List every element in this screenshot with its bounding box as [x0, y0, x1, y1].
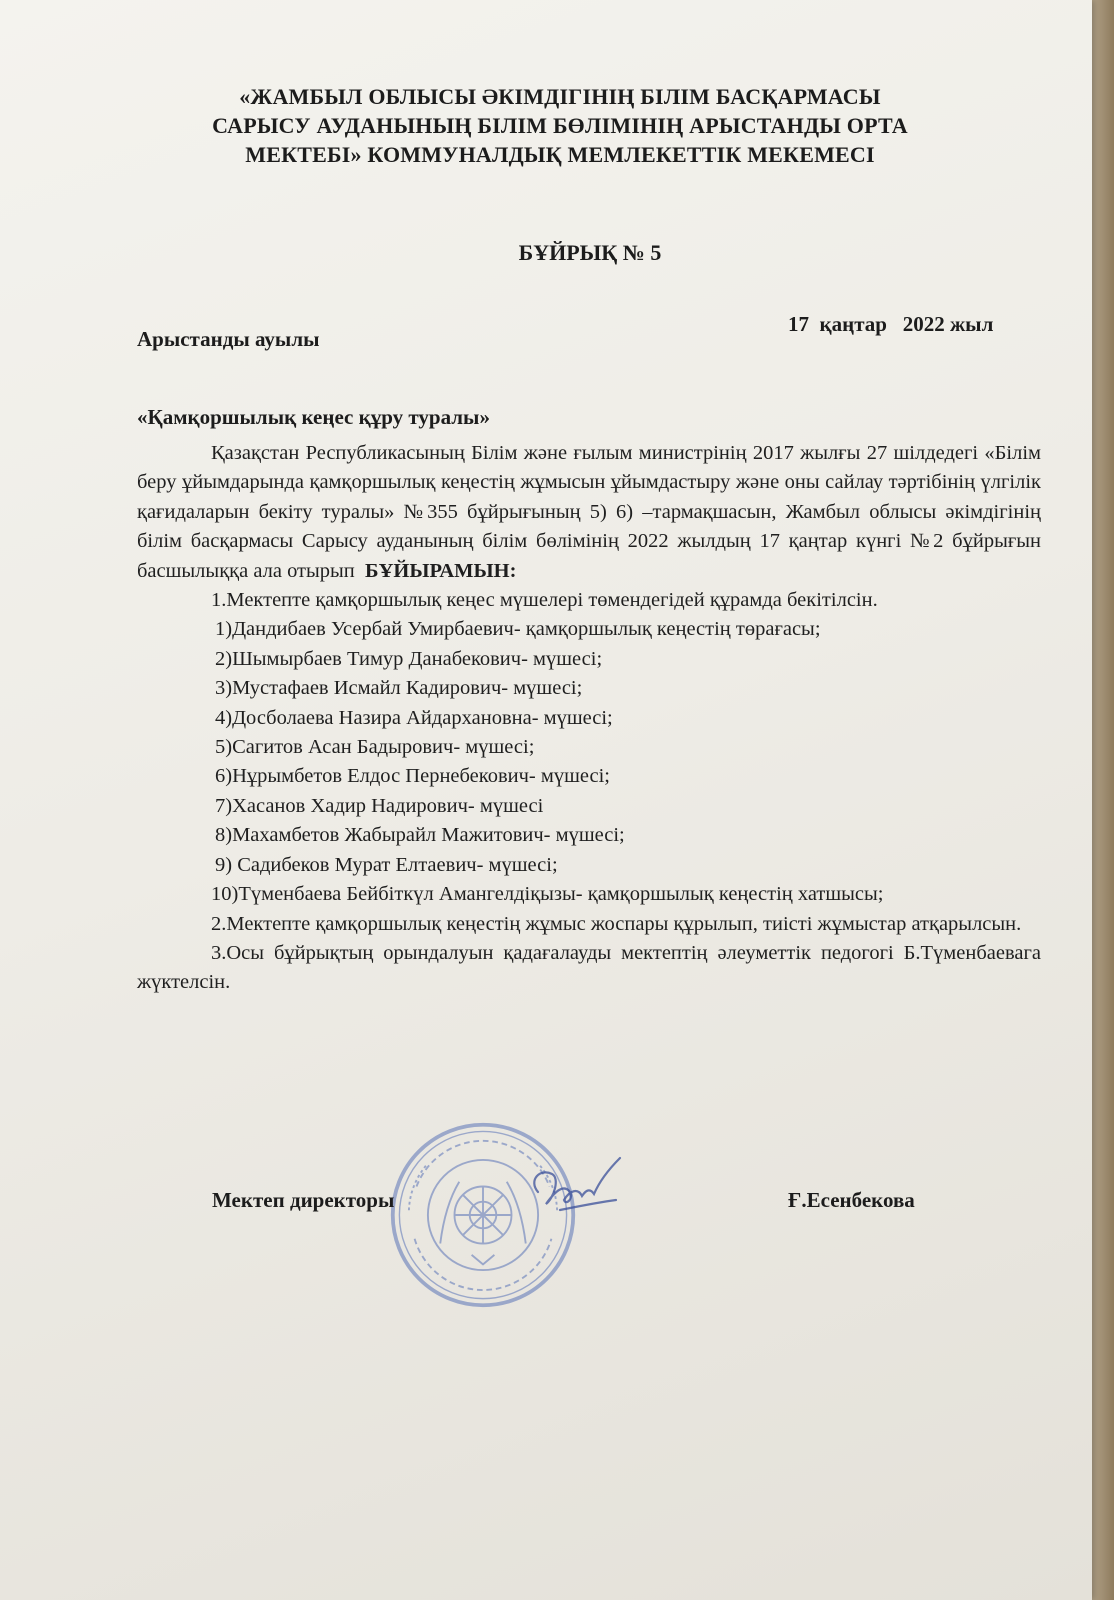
- organization-header: [140, 82, 980, 169]
- member-item: 9) Садибеков Мурат Елтаевич- мүшесі;: [215, 853, 558, 876]
- header-line-2: САРЫСУ АУДАНЫНЫҢ БІЛІМ БӨЛІМІНІҢ АРЫСТАНДЫ ОРТА: [212, 113, 908, 138]
- header-line-3: МЕКТЕБІ» КОММУНАЛДЫҚ МЕМЛЕКЕТТІК МЕКЕМЕСІ: [245, 142, 875, 167]
- member-item: 2)Шымырбаев Тимур Данабекович- мүшесі;: [215, 647, 603, 670]
- order-place: Арыстанды ауылы: [137, 327, 320, 351]
- header-line-1: «ЖАМБЫЛ ОБЛЫСЫ ӘКІМДІГІНІҢ БІЛІМ БАСҚАРМАСЫ: [239, 84, 881, 109]
- member-item: 6)Нұрымбетов Елдос Пернебекович- мүшесі;: [215, 765, 610, 788]
- signer-position: Мектеп директоры: [212, 1188, 395, 1212]
- order-body: [137, 439, 1041, 998]
- signer-name: Ғ.Есенбекова: [788, 1188, 915, 1212]
- order-title: БҰЙРЫҚ № 5: [518, 240, 662, 265]
- order-date: 17 қаңтар 2022 жыл: [788, 312, 994, 336]
- point-2: 2.Мектепте қамқоршылық кеңестің жұмыс жоспары құрылып, тиісті жұмыстар атқарылсын.: [211, 912, 1022, 935]
- order-subject: «Қамқоршылық кеңес құру туралы»: [137, 405, 490, 429]
- director-signature-icon: [520, 1150, 630, 1230]
- point-3: 3.Осы бұйрықтың орындалуын қадағалауды мектептің әлеуметтік педогогі Б.Түменбаевага жүктелсін.: [137, 941, 1041, 994]
- member-item-10: 10)Түменбаева Бейбіткүл Амангелдіқызы- қамқоршылық кеңестің хатшысы;: [211, 883, 884, 906]
- decree-word: БҰЙЫРАМЫН:: [365, 559, 517, 582]
- intro-paragraph: [137, 439, 1041, 586]
- member-item: 7)Хасанов Хадир Надирович- мүшесі: [215, 794, 544, 817]
- point-1: 1.Мектепте қамқоршылық кеңес мүшелері төмендегідей құрамда бекітілсін.: [211, 589, 878, 612]
- member-item: 4)Досболаева Назира Айдархановна- мүшесі;: [215, 706, 613, 729]
- member-item: 3)Мустафаев Исмайл Кадирович- мүшесі;: [215, 677, 583, 700]
- member-item: 8)Махамбетов Жабырайл Мажитович- мүшесі;: [215, 824, 625, 847]
- member-item: 5)Сагитов Асан Бадырович- мүшесі;: [215, 736, 535, 759]
- member-item: 1)Дандибаев Усербай Умирбаевич- қамқоршылық кеңестің төрағасы;: [215, 618, 821, 641]
- intro-text: Қазақстан Республикасының Білім және ғылым министрінің 2017 жылғы 27 шілдедегі «Білім беру ұйымдарында қамқоршылық кеңестің жұмысын ұйымдастыру және оны сайлау тәртібінің үлгілік қағидаларын бекіту туралы» №355 бұйрығының 5) 6) –тармақшасын, Жамбыл облысы әкімдігінің білім басқармасы Сарысу ауданының білім бөлімінің 2022 жылдың 17 қаңтар күнгі №2 бұйрығын басшылыққа ала отырып: [137, 442, 1041, 582]
